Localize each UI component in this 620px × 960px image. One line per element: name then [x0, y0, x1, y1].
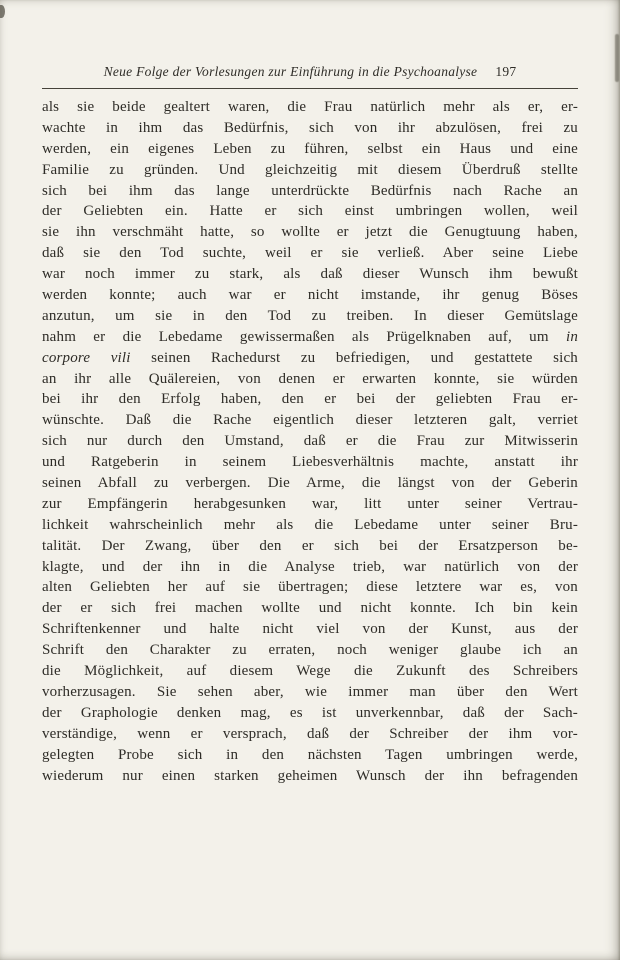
- text-line: talität. Der Zwang, über den er sich bei der Ersatzperson be-: [42, 537, 578, 554]
- text-line: sie ihn verschmäht hatte, so wollte er jetzt die Genugtuung haben,: [42, 224, 578, 241]
- text-line: Familie zu gründen. Und gleichzeitig mit diesem Überdruß stellte: [42, 161, 578, 178]
- text-line: Schriftenkenner und halte nicht viel von der Kunst, aus der: [42, 621, 578, 638]
- scan-speck-artifact: [0, 5, 5, 18]
- text-line: der Graphologie denken mag, es ist unverkennbar, daß der Sach-: [42, 704, 578, 721]
- text-line: lichkeit wahrscheinlich mehr als die Lebedame unter seiner Bru-: [42, 516, 578, 533]
- text-line: war noch immer zu stark, als daß dieser Wunsch ihm bewußt: [42, 266, 578, 283]
- running-head-title: Neue Folge der Vorlesungen zur Einführung in die Psychoanalyse: [103, 64, 478, 79]
- text-line: die Möglichkeit, auf diesem Wege die Zukunft des Schreibers: [42, 663, 578, 680]
- text-line: alten Geliebten her auf sie übertragen; diese letztere war es, von: [42, 579, 578, 596]
- text-line: der er sich frei machen wollte und nicht konnte. Ich bin kein: [42, 600, 578, 617]
- text-line: als sie beide gealtert waren, die Frau natürlich mehr als er, er-: [42, 99, 578, 115]
- text-line: gelegten Probe sich in den nächsten Tagen umbringen werde,: [42, 746, 578, 763]
- text-line: wiederum nur einen starken geheimen Wunsch der ihn befragenden: [42, 767, 578, 784]
- scan-streak-artifact: [615, 34, 619, 82]
- text-line: anzutun, um sie in den Tod zu treiben. In dieser Gemütslage: [42, 307, 578, 324]
- text-line: klagte, und der ihn in die Analyse trieb, war natürlich von der: [42, 558, 578, 575]
- text-line: corpore vili seinen Rachedurst zu befriedigen, und gestattete sich: [42, 349, 578, 366]
- text-line: verständige, wenn er versprach, daß der Schreiber der ihm vor-: [42, 725, 578, 742]
- text-line: sich nur durch den Umstand, daß er die Frau zur Mitwisserin: [42, 433, 578, 450]
- text-line: sich bei ihm das lange unterdrückte Bedürfnis nach Rache an: [42, 182, 578, 199]
- text-line: und Ratgeberin in seinem Liebesverhältnis machte, anstatt ihr: [42, 454, 578, 471]
- text-line: wünschte. Daß die Rache eigentlich dieser letzteren galt, verriet: [42, 412, 578, 429]
- header-rule: [42, 88, 578, 89]
- text-line: an ihr alle Quälereien, von denen er erwarten konnte, sie würden: [42, 370, 578, 387]
- text-line: seinen Abfall zu verbergen. Die Arme, die längst von der Geberin: [42, 475, 578, 492]
- text-line: zur Empfängerin herabgesunken war, litt unter seiner Vertrau-: [42, 495, 578, 512]
- text-line: wachte in ihm das Bedürfnis, sich von ihr abzulösen, frei zu: [42, 119, 578, 136]
- text-line: vorherzusagen. Sie sehen aber, wie immer man über den Wert: [42, 683, 578, 700]
- page-header: [42, 64, 578, 80]
- text-line: werden, ein eigenes Leben zu führen, selbst ein Haus und eine: [42, 140, 578, 157]
- text-line: Schrift den Charakter zu erraten, noch weniger glaube ich an: [42, 642, 578, 659]
- text-line: daß sie den Tod suchte, weil er sie verließ. Aber seine Liebe: [42, 245, 578, 262]
- body-text: [42, 97, 578, 786]
- text-line: werden konnte; auch war er nicht imstande, ihr genug Böses: [42, 287, 578, 304]
- text-line: nahm er die Lebedame gewissermaßen als Prügelknaben auf, um in: [42, 328, 578, 345]
- page-number: 197: [495, 64, 517, 79]
- text-line: der Geliebten ein. Hatte er sich einst umbringen wollen, weil: [42, 203, 578, 220]
- text-line: bei ihr den Erfolg haben, den er bei der geliebten Frau er-: [42, 391, 578, 408]
